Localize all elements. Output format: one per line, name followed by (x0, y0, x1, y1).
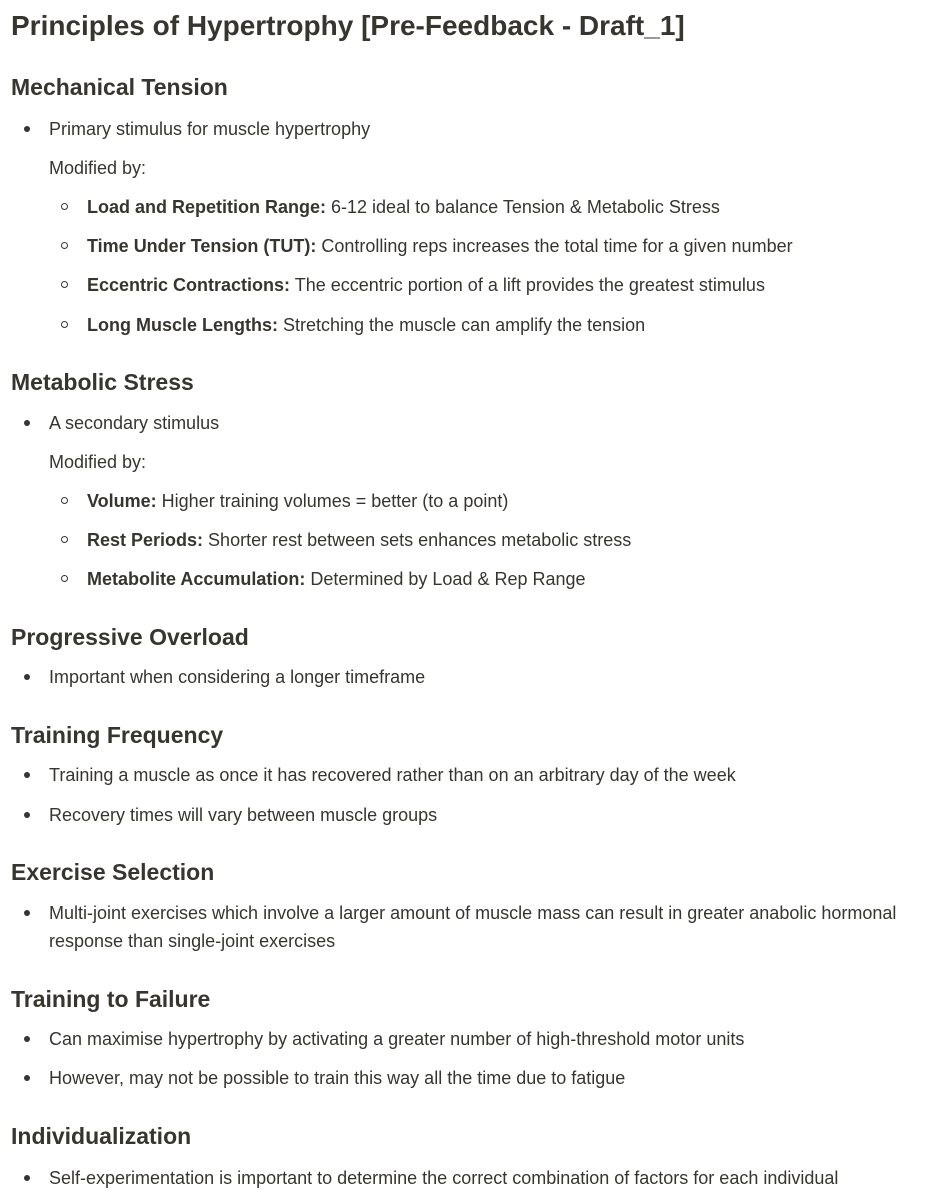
sub-item-description: 6-12 ideal to balance Tension & Metabolic Stress (326, 197, 720, 217)
sub-item-description: Higher training volumes = better (to a point) (156, 491, 509, 511)
modified-by-label: Modified by: (49, 158, 147, 178)
list-item-text: Recovery times will vary between muscle groups (49, 805, 438, 825)
sub-item-term: Rest Periods: (87, 530, 204, 550)
sub-item-description: Shorter rest between sets enhances metabolic stress (203, 530, 632, 550)
sub-item-term: Metabolite Accumulation: (87, 569, 306, 589)
bullet-icon (24, 772, 30, 778)
bullet-icon (24, 1075, 30, 1081)
sub-item-term: Eccentric Contractions: (87, 275, 291, 295)
list-item-text: Primary stimulus for muscle hypertrophy (49, 119, 371, 139)
hollow-bullet-icon (61, 536, 68, 543)
hollow-bullet-icon (61, 497, 68, 504)
list-item-text: A secondary stimulus (49, 413, 220, 433)
sub-item-term: Load and Repetition Range: (87, 197, 327, 217)
bullet-icon (24, 812, 30, 818)
list-item-text: Self-experimentation is important to determine the correct combination of factors for each individual (49, 1168, 839, 1188)
list-item-text: Important when considering a longer timeframe (49, 667, 426, 687)
hollow-bullet-icon (61, 203, 68, 210)
heading-training-to-failure: Training to Failure (11, 986, 211, 1012)
bullet-icon (24, 420, 30, 426)
hollow-bullet-icon (61, 575, 68, 582)
sub-item-description: Determined by Load & Rep Range (305, 569, 586, 589)
bullet-icon (24, 1036, 30, 1042)
heading-mechanical-tension: Mechanical Tension (11, 74, 228, 100)
sub-item-term: Volume: (87, 491, 157, 511)
list-item-text: Multi-joint exercises which involve a larger amount of muscle mass can result in greater anabolic hormonal response than single-joint exercises (49, 903, 897, 951)
heading-individualization: Individualization (11, 1123, 192, 1149)
bullet-icon (24, 1175, 30, 1181)
hollow-bullet-icon (61, 321, 68, 328)
hollow-bullet-icon (61, 281, 68, 288)
list-item-text: However, may not be possible to train this way all the time due to fatigue (49, 1068, 626, 1088)
heading-training-frequency: Training Frequency (11, 722, 224, 748)
bullet-icon (24, 674, 30, 680)
heading-progressive-overload: Progressive Overload (11, 624, 249, 650)
heading-metabolic-stress: Metabolic Stress (11, 369, 194, 395)
modified-by-label: Modified by: (49, 452, 147, 472)
list-item-text: Training a muscle as once it has recovered rather than on an arbitrary day of the week (49, 765, 736, 785)
sub-item-description: Controlling reps increases the total time for a given number (316, 236, 793, 256)
sub-item-term: Time Under Tension (TUT): (87, 236, 317, 256)
sub-item-description: Stretching the muscle can amplify the tension (278, 315, 646, 335)
sub-item-term: Long Muscle Lengths: (87, 315, 278, 335)
list-item-text: Can maximise hypertrophy by activating a greater number of high-threshold motor units (49, 1029, 745, 1049)
bullet-icon (24, 126, 30, 132)
hollow-bullet-icon (61, 242, 68, 249)
page-title: Principles of Hypertrophy [Pre-Feedback - Draft_1] (11, 10, 685, 41)
sub-item-description: The eccentric portion of a lift provides the greatest stimulus (290, 275, 765, 295)
heading-exercise-selection: Exercise Selection (11, 859, 215, 885)
bullet-icon (24, 910, 30, 916)
